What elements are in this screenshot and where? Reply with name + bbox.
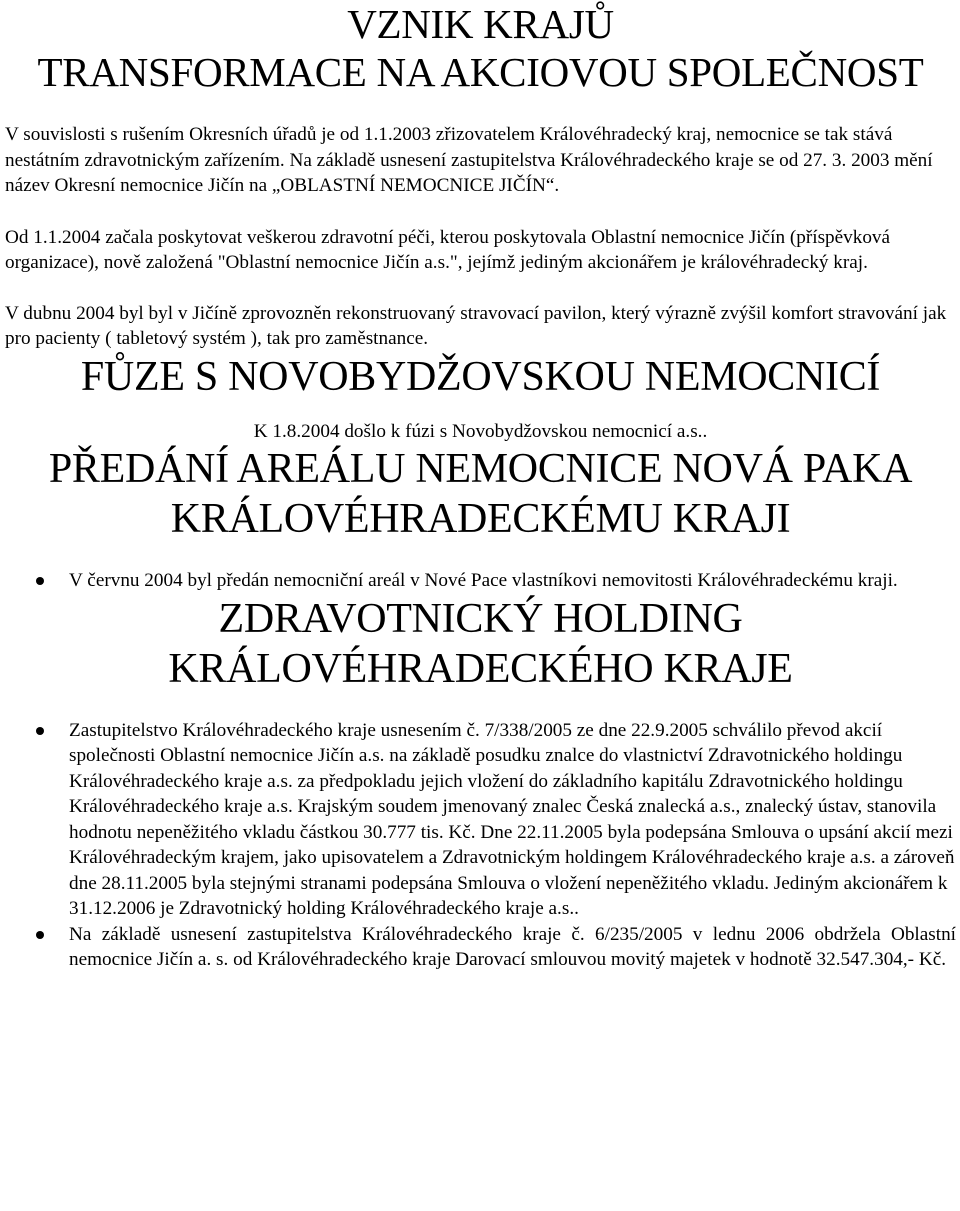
paragraph-2004: Od 1.1.2004 začala poskytovat veškerou zdravotní péči, kterou poskytovala Oblastní nemocnice Jičín (příspěvková organizace), nově založená "Oblastní nemocnice Jičín a.s.", jejímž jediným akcionářem je královéhradecký kraj. — [5, 226, 891, 273]
list-item — [5, 922, 956, 973]
bullet-icon — [36, 727, 44, 735]
heading-holding-line2: KRÁLOVÉHRADECKÉHO KRAJE — [168, 645, 793, 692]
list-item-text: V červnu 2004 byl předán nemocniční areál v Nové Pace vlastníkovi nemovitosti Královéhradeckému kraji. — [69, 570, 898, 591]
heading-vznik-kraju — [5, 0, 956, 95]
heading-holding-line1: ZDRAVOTNICKÝ HOLDING — [218, 595, 743, 642]
heading-vznik-line1: VZNIK KRAJŮ — [347, 1, 614, 47]
heading-predani-line1: PŘEDÁNÍ AREÁLU NEMOCNICE NOVÁ PAKA — [48, 446, 913, 492]
heading-predani-arealu — [5, 444, 956, 544]
list-item-text: Na základě usnesení zastupitelstva Královéhradeckého kraje č. 6/235/2005 v lednu 2006 obdržela Oblastní nemocnice Jičín a. s. od Královéhradeckého kraje Darovací smlouvou movitý majetek v hodnotě 32.547.304,- Kč. — [69, 923, 956, 970]
list-item — [5, 568, 956, 594]
heading-zdravotnicky-holding — [5, 594, 956, 694]
heading-fuze: FŮZE S NOVOBYDŽOVSKOU NEMOCNICÍ — [80, 353, 881, 400]
heading-vznik-line2: TRANSFORMACE NA AKCIOVOU SPOLEČNOST — [37, 49, 924, 95]
list-holding — [5, 718, 956, 973]
list-item — [5, 718, 956, 922]
bullet-icon — [36, 577, 44, 585]
list-predani — [5, 568, 956, 594]
bullet-icon — [36, 931, 44, 939]
paragraph-pavilon: V dubnu 2004 byl byl v Jičíně zprovozněn rekonstruovaný stravovací pavilon, který výrazně zvýšil komfort stravování jak pro pacienty ( tabletový systém ), tak pro zaměstnance. — [5, 302, 947, 349]
intro-paragraph: V souvislosti s rušením Okresních úřadů je od 1.1.2003 zřizovatelem Královéhradecký kraj, nemocnice se tak stává nestátním zdravotnickým zařízením. Na základě usnesení zastupitelstva Královéhradeckého kraje se od 27. 3. 2003 mění název Okresní nemocnice Jičín na „OBLASTNÍ NEMOCNICE JIČÍN“. — [5, 124, 933, 196]
heading-predani-line2: KRÁLOVÉHRADECKÉMU KRAJI — [170, 496, 791, 542]
paragraph-fuze: K 1.8.2004 došlo k fúzi s Novobydžovskou nemocnicí a.s.. — [253, 420, 708, 442]
list-item-text: Zastupitelstvo Královéhradeckého kraje usnesením č. 7/338/2005 ze dne 22.9.2005 schválilo převod akcií společnosti Oblastní nemocnice Jičín a.s. na základě posudku znalce do vlastnictví Zdravotnického holdingu Královéhradeckého kraje a.s. za předpokladu jejich vložení do základního kapitálu Zdravotnického holdingu Královéhradeckého kraje a.s. Krajským soudem jmenovaný znalec Česká znalecká a.s., znalecký ústav, stanovila hodnotu nepeněžitého vkladu částkou 30.777 tis. Kč. Dne 22.11.2005 byla podepsána Smlouva o upsání akcií mezi Královéhradeckým krajem, jako upisovatelem a Zdravotnickým holdingem Královéhradeckého kraje a.s. a zároveň dne 28.11.2005 byla stejnými stranami podepsána Smlouva o vložení nepeněžitého vkladu. Jediným akcionářem k 31.12.2006 je Zdravotnický holding Královéhradeckého kraje a.s.. — [69, 719, 955, 919]
